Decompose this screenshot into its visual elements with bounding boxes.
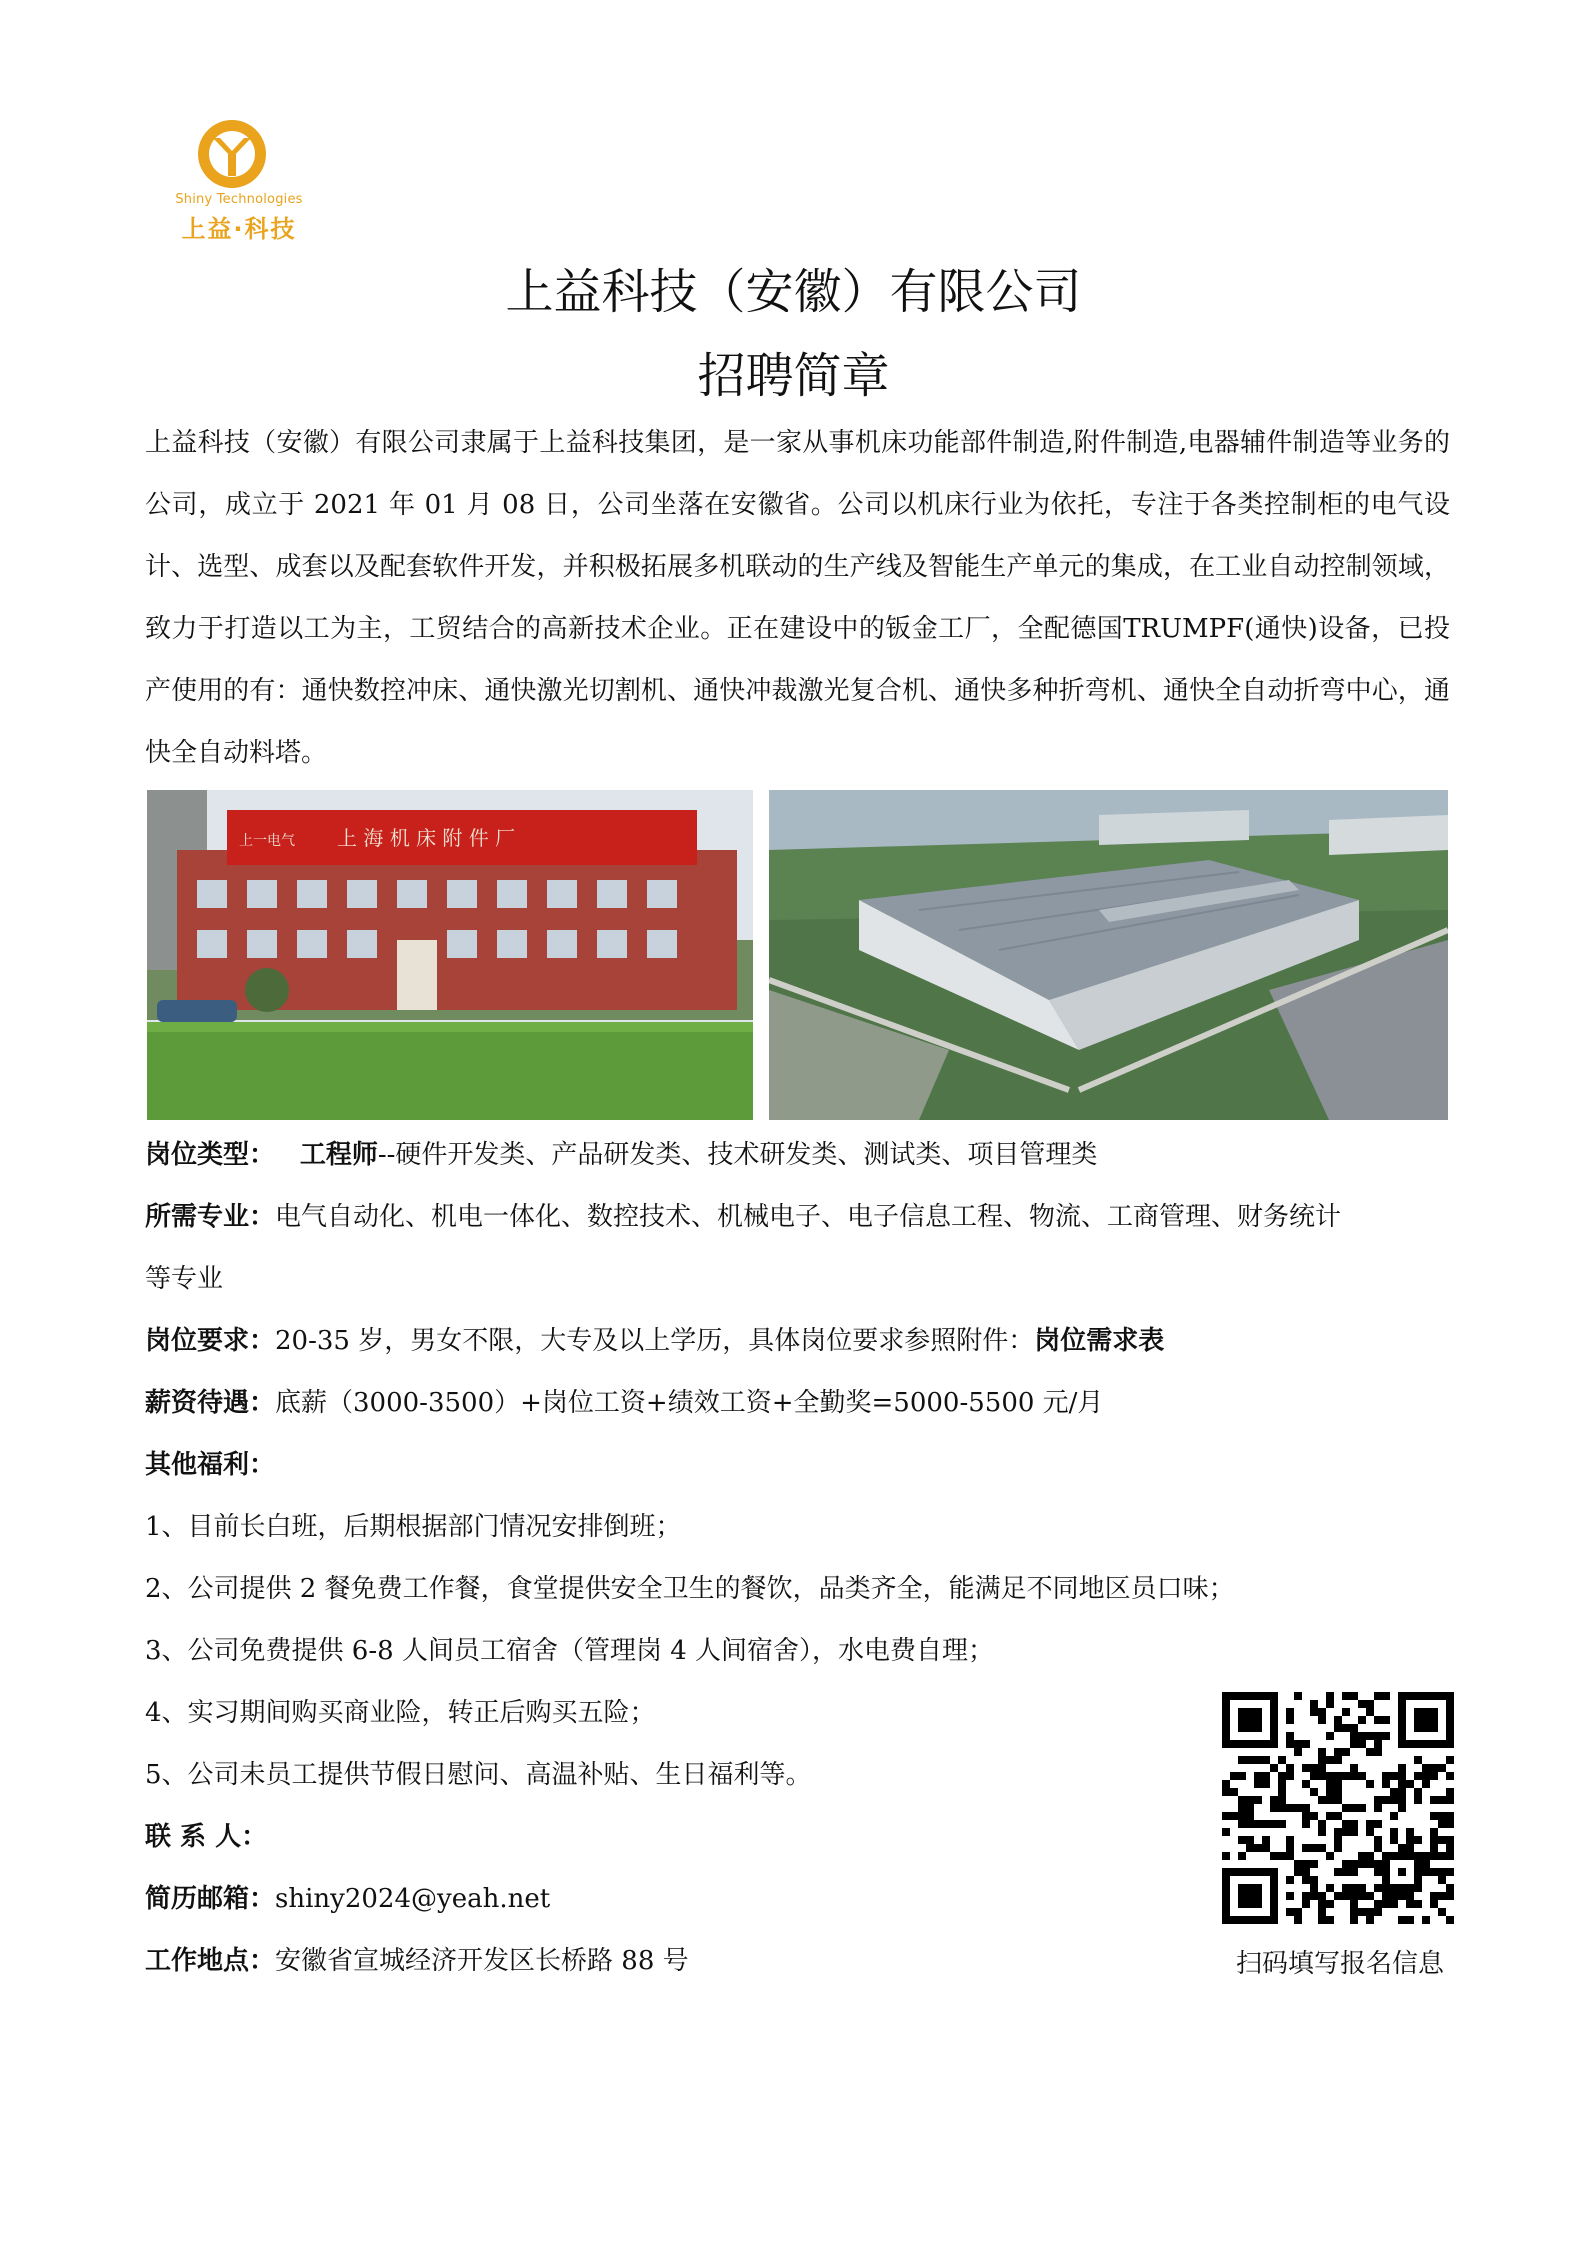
major-row-cont <box>145 1248 1455 1310</box>
company-logo <box>148 118 328 243</box>
benefit-item: 4、实习期间购买商业险，转正后购买五险； <box>145 1698 656 1728</box>
major-label: 所需专业： <box>145 1202 276 1232</box>
benefits-heading-row <box>145 1434 1455 1496</box>
logo-text-cn: 上益·科技 <box>181 215 297 243</box>
building-sign-text: 上 海 机 床 附 件 厂 <box>337 826 516 850</box>
qr-code-icon <box>1222 1692 1454 1924</box>
requirement-value: 20-35 岁，男女不限，大专及以上学历，具体岗位要求参照附件： <box>275 1326 1035 1356</box>
major-value-line1: 电气自动化、机电一体化、数控技术、机械电子、电子信息工程、物流、工商管理、财务统计 <box>275 1202 1342 1232</box>
salary-row <box>145 1372 1455 1434</box>
office-building-photo <box>147 790 753 1120</box>
requirement-label: 岗位要求： <box>145 1326 276 1356</box>
requirement-attachment: 岗位需求表 <box>1034 1326 1165 1356</box>
major-row <box>145 1186 1455 1248</box>
requirement-row <box>145 1310 1455 1372</box>
salary-value: 底薪（3000-3500）+岗位工资+绩效工资+全勤奖=5000-5500 元/月 <box>275 1388 1104 1418</box>
benefit-item: 1、目前长白班，后期根据部门情况安排倒班； <box>145 1512 682 1542</box>
company-title: 上益科技（安徽）有限公司 <box>505 264 1082 320</box>
email-value[interactable]: shiny2024@yeah.net <box>275 1884 551 1914</box>
signup-qr-code[interactable] <box>1222 1692 1454 1924</box>
document-title: 招聘简章 <box>697 348 890 404</box>
address-label: 工作地点： <box>145 1946 276 1976</box>
major-value-line2: 等专业 <box>145 1264 224 1294</box>
email-label: 简历邮箱： <box>145 1884 276 1914</box>
salary-label: 薪资待遇： <box>145 1388 276 1418</box>
benefit-item: 3、公司免费提供 6-8 人间员工宿舍（管理岗 4 人间宿舍），水电费自理； <box>145 1636 995 1666</box>
benefit-item: 2、公司提供 2 餐免费工作餐，食堂提供安全卫生的餐饮，品类齐全，能满足不同地区员口味； <box>145 1574 1235 1604</box>
job-type-value: --硬件开发类、产品研发类、技术研发类、测试类、项目管理类 <box>377 1140 1098 1170</box>
logo-text-en: Shiny Technologies <box>175 192 303 207</box>
job-type-bold: 工程师 <box>299 1140 378 1170</box>
benefits-label: 其他福利： <box>145 1450 276 1480</box>
job-type-label: 岗位类型： <box>145 1140 276 1170</box>
company-intro: 上益科技（安徽）有限公司隶属于上益科技集团，是一家从事机床功能部件制造,附件制造,电器辅件制造等业务的公司，成立于 2021 年 01 月 08 日，公司坐落在安徽省。公司以机床行业为依托，专注于各类控制柜的电气设计、选型、成套以及配套软件开发，并积极拓展多机联动的生产线及智能生产单元的集成，在工业自动控制领域，致力于打造以工为主，工贸结合的高新技术企业。正在建设中的钣金工厂，全配德国TRUMPF(通快)设备，已投产使用的有：通快数控冲床、通快激光切割机、通快冲裁激光复合机、通快多种折弯机、通快全自动折弯中心，通快全自动料塔。 <box>145 428 1450 768</box>
company-emblem-icon <box>196 118 268 190</box>
building-brand-text: 上一电气 <box>239 833 295 849</box>
job-type-row <box>145 1124 1455 1186</box>
benefit-item: 5、公司未员工提供节假日慰问、高温补贴、生日福利等。 <box>145 1760 812 1790</box>
factory-aerial-photo <box>769 790 1448 1120</box>
address-value: 安徽省宣城经济开发区长桥路 88 号 <box>275 1946 689 1976</box>
contact-person-label: 联 系 人： <box>145 1822 268 1852</box>
qr-caption: 扫码填写报名信息 <box>1235 1949 1444 1979</box>
